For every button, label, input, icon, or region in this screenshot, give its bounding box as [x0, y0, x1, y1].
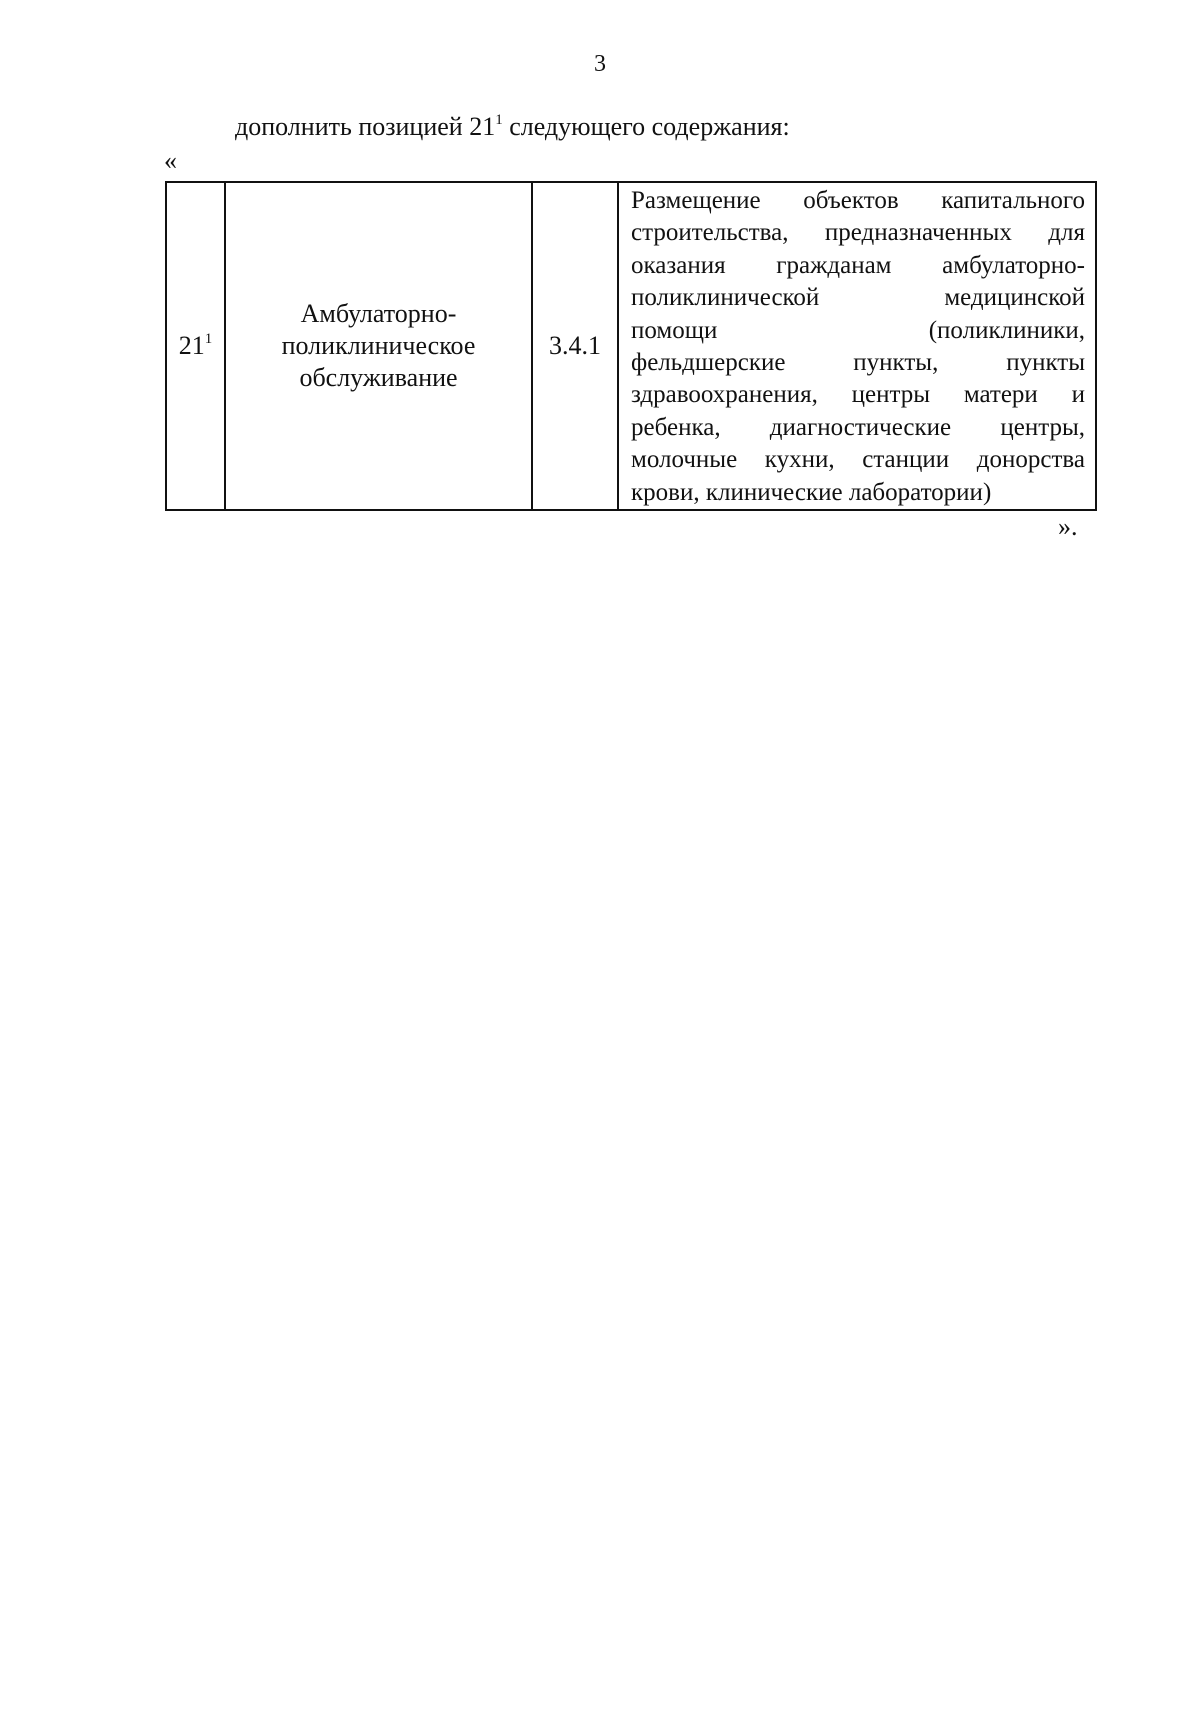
description-line: крови, клинические лаборатории)	[631, 478, 992, 506]
use-name-line: поликлиническое	[281, 331, 476, 361]
table-row	[166, 182, 1096, 510]
use-name-line: Амбулаторно-	[300, 299, 457, 329]
description-line: помощи (поликлиники,	[631, 316, 1085, 344]
use-code-cell	[532, 182, 618, 510]
use-name-cell	[225, 182, 532, 510]
description-line: молочные кухни, станции донорства	[631, 446, 1085, 474]
description-line: ребенка, диагностические центры,	[631, 413, 1085, 441]
intro-text-before: дополнить позицией 21	[235, 112, 496, 141]
position-number-cell	[166, 182, 225, 510]
position-number-superscript: 1	[204, 331, 213, 348]
description-line: Размещение объектов капитального	[631, 187, 1085, 214]
intro-paragraph	[235, 112, 790, 142]
opening-quote: «	[164, 146, 177, 175]
closing-quote: ».	[1058, 512, 1078, 541]
description-line: оказания гражданам амбулаторно-	[631, 251, 1085, 279]
description-line: фельдшерские пункты, пункты	[631, 349, 1085, 377]
intro-text-after: следующего содержания:	[502, 112, 790, 141]
position-number: 21	[178, 331, 205, 361]
intro-superscript: 1	[495, 112, 503, 128]
position-table	[165, 181, 1097, 511]
use-name-line: обслуживание	[299, 363, 458, 393]
description-line: поликлинической медицинской	[631, 284, 1085, 312]
description-line: строительства, предназначенных для	[631, 219, 1085, 247]
description-cell	[618, 182, 1096, 510]
description-line: здравоохранения, центры матери и	[631, 381, 1085, 409]
use-code: 3.4.1	[549, 331, 601, 361]
page-number: 3	[594, 51, 606, 77]
